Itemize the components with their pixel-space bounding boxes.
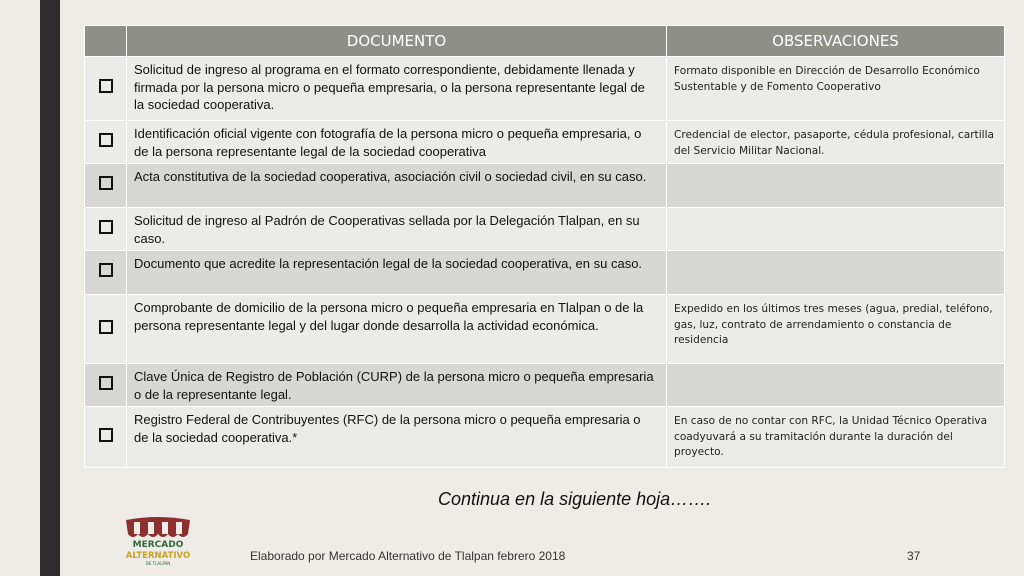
observation-cell [667,251,1005,295]
checkbox[interactable] [99,428,113,442]
left-accent-bar [40,0,60,576]
checkbox[interactable] [99,320,113,334]
checkbox-cell[interactable] [85,251,127,295]
continue-note: Continua en la siguiente hoja……. [438,489,712,509]
checkbox[interactable] [99,176,113,190]
checkbox[interactable] [99,79,113,93]
document-cell: Clave Única de Registro de Población (CURP) de la persona micro o pequeña empresaria o de la representante legal. [127,364,667,407]
document-cell: Comprobante de domicilio de la persona micro o pequeña empresaria en Tlalpan o de la persona representante legal y del lugar donde desarrolla la actividad económica. [127,295,667,364]
observation-cell [667,208,1005,251]
observation-cell: En caso de no contar con RFC, la Unidad Técnico Operativa coadyuvará a su tramitación durante la duración del proyecto. [667,407,1005,468]
checkbox-cell[interactable] [85,407,127,468]
footer-text: Elaborado por Mercado Alternativo de Tlalpan febrero 2018 [250,549,566,563]
table-header-row [85,26,1005,57]
checklist-table [84,25,1005,468]
table-row [85,57,1005,121]
mercado-alternativo-logo [122,516,194,568]
observation-cell [667,164,1005,208]
document-cell: Identificación oficial vigente con fotografía de la persona micro o pequeña empresaria, o de la persona representante legal de la sociedad cooperativa [127,121,667,164]
document-cell: Documento que acredite la representación legal de la sociedad cooperativa, en su caso. [127,251,667,295]
logo-text-alternativo: ALTERNATIVO [125,551,191,561]
checkbox-cell[interactable] [85,164,127,208]
checkbox-cell[interactable] [85,208,127,251]
checkbox[interactable] [99,220,113,234]
checkbox-cell[interactable] [85,364,127,407]
document-checklist [84,25,1004,468]
header-observations: OBSERVACIONES [667,26,1005,57]
observation-cell [667,364,1005,407]
table-row [85,121,1005,164]
document-cell: Registro Federal de Contribuyentes (RFC) de la persona micro o pequeña empresaria o de la sociedad cooperativa.* [127,407,667,468]
table-row [85,164,1005,208]
observation-cell: Formato disponible en Dirección de Desarrollo Económico Sustentable y de Fomento Cooperativo [667,57,1005,121]
observation-cell: Credencial de elector, pasaporte, cédula profesional, cartilla del Servicio Militar Nacional. [667,121,1005,164]
checkbox-cell[interactable] [85,57,127,121]
checkbox[interactable] [99,263,113,277]
checkbox-cell[interactable] [85,121,127,164]
checkbox[interactable] [99,133,113,147]
observation-cell: Expedido en los últimos tres meses (agua, predial, teléfono, gas, luz, contrato de arrendamiento o constancia de residencia [667,295,1005,364]
table-row [85,208,1005,251]
logo-text-tlalpan: DE TLALPAN [145,561,171,566]
table-row [85,295,1005,364]
document-cell: Acta constitutiva de la sociedad cooperativa, asociación civil o sociedad civil, en su caso. [127,164,667,208]
page-number: 37 [907,549,921,563]
table-row [85,407,1005,468]
table-row [85,364,1005,407]
logo-text-mercado: MERCADO [132,540,184,550]
document-cell: Solicitud de ingreso al programa en el formato correspondiente, debidamente llenada y firmada por la persona micro o pequeña empresaria, o la persona representante legal de la sociedad cooperativa. [127,57,667,121]
header-checkbox-column [85,26,127,57]
checkbox-cell[interactable] [85,295,127,364]
table-row [85,251,1005,295]
checkbox[interactable] [99,376,113,390]
header-document: DOCUMENTO [127,26,667,57]
document-cell: Solicitud de ingreso al Padrón de Cooperativas sellada por la Delegación Tlalpan, en su caso. [127,208,667,251]
